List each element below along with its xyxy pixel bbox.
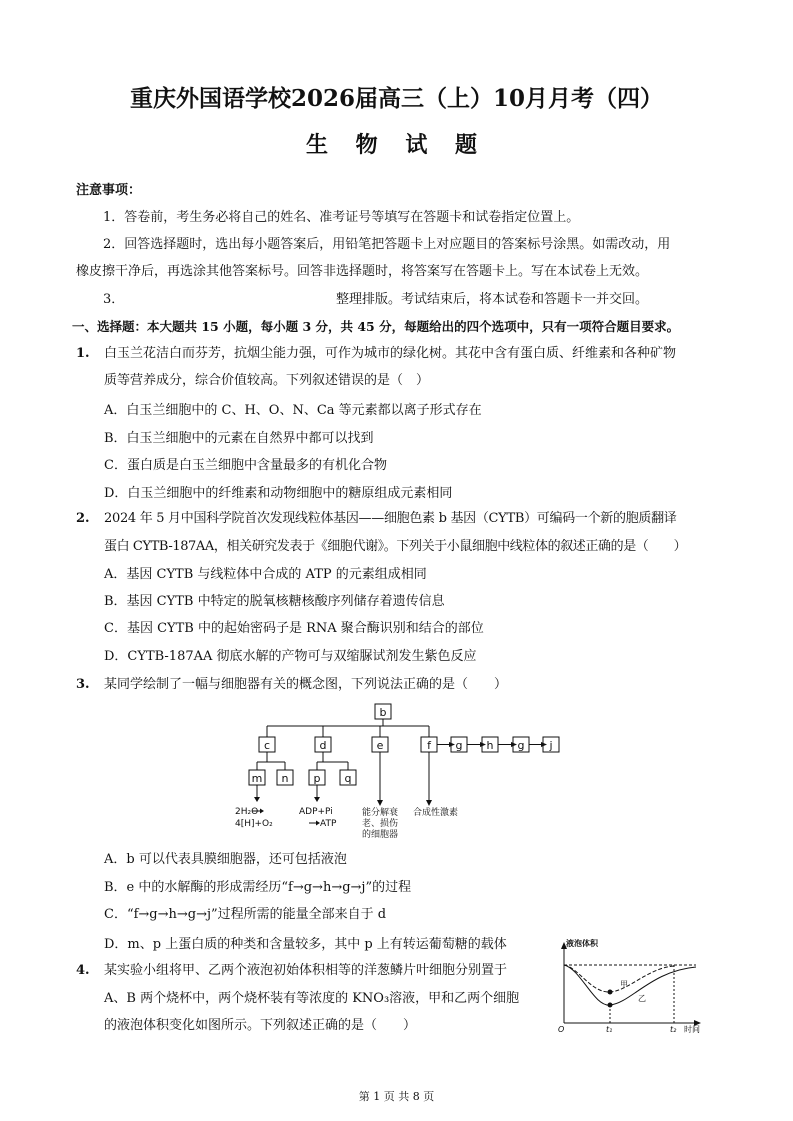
m-reaction-line1: 2H₂O <box>235 807 259 817</box>
node-n: n <box>281 772 289 785</box>
node-m: m <box>251 772 263 785</box>
node-p: p <box>313 772 321 785</box>
graph-origin: O <box>558 1025 565 1034</box>
node-g1: g <box>455 739 463 752</box>
node-j: j <box>549 739 553 752</box>
q3-option-a: A．b 可以代表具膜细胞器，还可包括液泡 <box>104 852 347 867</box>
curve-jia-label: 甲 <box>620 980 628 989</box>
q3-option-b: B．e 中的水解酶的形成需经历“f→g→h→g→j”的过程 <box>104 880 412 895</box>
q4-number: 4. <box>76 963 90 978</box>
q1-option-c: C．蛋白质是白玉兰细胞中含量最多的有机化合物 <box>104 458 387 473</box>
node-h: h <box>486 739 494 752</box>
q1-option-a: A．白玉兰细胞中的 C、H、O、N、Ca 等元素都以离子形式存在 <box>104 403 482 418</box>
page-footer: 第 1 页 共 8 页 <box>358 1090 435 1103</box>
q3-option-c: C．“f→g→h→g→j”过程所需的能量全部来自于 d <box>104 907 387 922</box>
section-heading: 一、选择题：本大题共 15 小题，每小题 3 分，共 45 分，每题给出的四个选项中，只有一项符合题目要求。 <box>72 319 680 334</box>
q2-option-c: C．基因 CYTB 中的起始密码子是 RNA 聚合酶识别和结合的部位 <box>104 621 484 636</box>
node-e: e <box>376 739 384 752</box>
node-f: f <box>427 739 431 752</box>
notice-item-3: 整理排版。考试结束后，将本试卷和答题卡一并交回。 <box>336 292 649 307</box>
node-q: q <box>344 772 352 785</box>
page-subtitle: 生 物 试 题 <box>306 132 487 158</box>
node-g2: g <box>517 739 525 752</box>
q2-option-a: A．基因 CYTB 与线粒体中合成的 ATP 的元素组成相同 <box>104 567 427 582</box>
q2-stem-2: 蛋白 CYTB-187AA，相关研究发表于《细胞代谢》。下列关于小鼠细胞中线粒体的叙述正确的是（ ） <box>104 539 687 554</box>
q2-number: 2. <box>76 511 90 526</box>
node-d: d <box>319 739 327 752</box>
page-title: 重庆外国语学校2026届高三（上）10月月考（四） <box>129 85 664 112</box>
q4-stem-1: 某实验小组将甲、乙两个液泡初始体积相等的洋葱鳞片叶细胞分别置于 <box>104 963 508 978</box>
graph-xlabel: 时间 <box>684 1025 700 1034</box>
q1-option-b: B．白玉兰细胞中的元素在自然界中都可以找到 <box>104 431 374 446</box>
notice-heading: 注意事项： <box>76 183 142 198</box>
notice-item-2-cont: 橡皮擦干净后，再选涂其他答案标号。回答非选择题时，将答案写在答题卡上。写在本试卷上无效。 <box>76 264 649 279</box>
node-b: b <box>379 706 387 719</box>
graph-t2: t₂ <box>670 1025 677 1034</box>
notice-item-2: 2．回答选择题时，选出每小题答案后，用铅笔把答题卡上对应题目的答案标号涂黑。如需改动，用 <box>103 237 671 252</box>
f-desc: 合成性激素 <box>413 808 459 818</box>
q1-stem-1: 白玉兰花洁白而芬芳，抗烟尘能力强，可作为城市的绿化树。其花中含有蛋白质、纤维素和各种矿物 <box>104 346 677 361</box>
q4-stem-2: A、B 两个烧杯中，两个烧杯装有等浓度的 KNO₃溶液，甲和乙两个细胞 <box>104 991 520 1006</box>
e-desc-line2: 老、损伤 <box>362 819 399 829</box>
e-desc-line1: 能分解衰 <box>362 808 399 818</box>
q1-number: 1. <box>76 346 90 361</box>
e-desc-line3: 的细胞器 <box>362 830 399 840</box>
vacuole-volume-graph <box>556 935 716 1035</box>
q2-option-b: B．基因 CYTB 中特定的脱氧核糖核酸序列储存着遗传信息 <box>104 594 445 609</box>
node-c: c <box>263 739 271 752</box>
graph-ylabel: 液泡体积 <box>566 939 598 948</box>
graph-t1: t₁ <box>606 1025 613 1034</box>
q4-stem-3: 的液泡体积变化如图所示。下列叙述正确的是（ ） <box>104 1018 417 1033</box>
concept-map-diagram <box>225 700 575 840</box>
q3-number: 3. <box>76 677 90 692</box>
m-reaction-line2: 4[H]+O₂ <box>235 819 273 829</box>
q1-option-d: D．白玉兰细胞中的纤维素和动物细胞中的糖原组成元素相同 <box>104 486 453 501</box>
q2-option-d: D．CYTB-187AA 彻底水解的产物可与双缩脲试剂发生紫色反应 <box>104 649 477 664</box>
q1-stem-2: 质等营养成分，综合价值较高。下列叙述错误的是（ ） <box>104 373 430 388</box>
q2-stem-1: 2024 年 5 月中国科学院首次发现线粒体基因——细胞色素 b 基因（CYTB）可编码一个新的胞质翻译 <box>104 511 677 526</box>
q3-option-d: D．m、p 上蛋白质的种类和含量较多，其中 p 上有转运葡萄糖的载体 <box>104 937 507 952</box>
notice-item-1: 1．答卷前，考生务必将自己的姓名、准考证号等填写在答题卡和试卷指定位置上。 <box>103 210 580 225</box>
curve-yi <box>564 965 696 1005</box>
p-reaction-line2: ATP <box>320 819 337 829</box>
p-reaction-line1: ADP+Pi <box>299 807 333 817</box>
curve-yi-label: 乙 <box>638 994 646 1003</box>
notice-item-3-num: 3． <box>103 292 125 307</box>
q3-stem-1: 某同学绘制了一幅与细胞器有关的概念图，下列说法正确的是（ ） <box>104 677 508 692</box>
